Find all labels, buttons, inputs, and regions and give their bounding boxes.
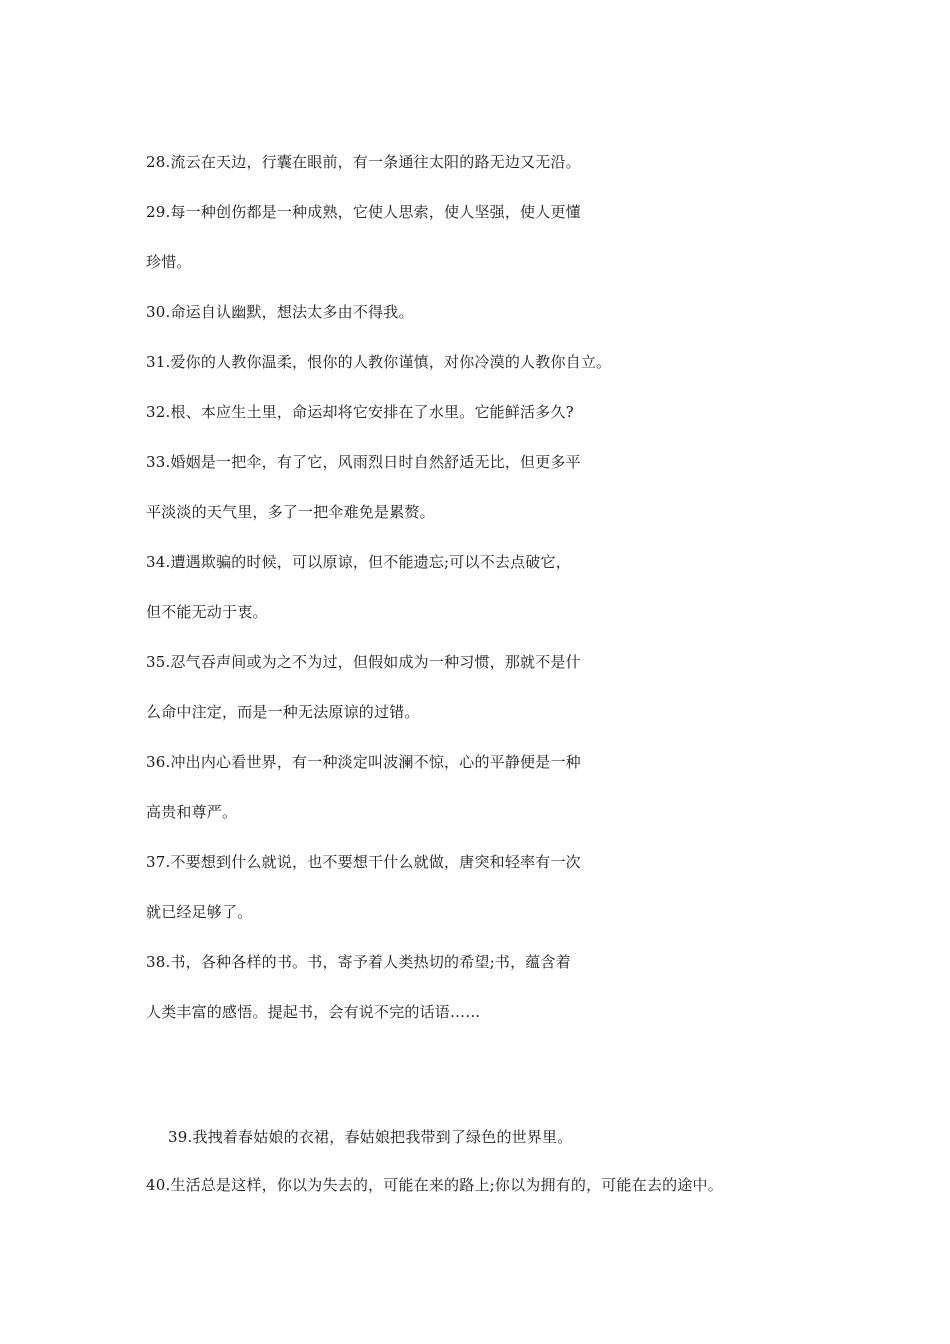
- text-line-36-cont: 高贵和尊严。: [146, 803, 238, 821]
- text-line-28: 28.流云在天边，行囊在眼前，有一条通往太阳的路无边又无沿。: [146, 153, 581, 171]
- text-line-36: 36.冲出内心看世界，有一种淡定叫波澜不惊，心的平静便是一种: [146, 753, 581, 771]
- text-line-34-cont: 但不能无动于衷。: [146, 603, 268, 621]
- text-line-37: 37.不要想到什么就说，也不要想干什么就做，唐突和轻率有一次: [146, 853, 581, 871]
- text-line-35: 35.忍气吞声间或为之不为过，但假如成为一种习惯，那就不是什: [146, 653, 581, 671]
- text-line-40: 40.生活总是这样，你以为失去的，可能在来的路上;你以为拥有的，可能在去的途中。: [146, 1176, 723, 1194]
- text-line-38: 38.书，各种各样的书。书，寄予着人类热切的希望;书，蕴含着: [146, 953, 571, 971]
- text-line-34: 34.遭遇欺骗的时候，可以原谅，但不能遗忘;可以不去点破它，: [146, 553, 571, 571]
- text-line-29: 29.每一种创伤都是一种成熟，它使人思索，使人坚强，使人更懂: [146, 203, 581, 221]
- text-line-35-cont: 么命中注定，而是一种无法原谅的过错。: [146, 703, 420, 721]
- text-line-30: 30.命运自认幽默，想法太多由不得我。: [146, 303, 414, 321]
- text-line-33: 33.婚姻是一把伞，有了它，风雨烈日时自然舒适无比，但更多平: [146, 453, 581, 471]
- text-line-39: 39.我拽着春姑娘的衣裙，春姑娘把我带到了绿色的世界里。: [168, 1128, 573, 1146]
- text-line-29-cont: 珍惜。: [146, 253, 192, 271]
- text-line-37-cont: 就已经足够了。: [146, 903, 253, 921]
- text-line-32: 32.根、本应生土里，命运却将它安排在了水里。它能鲜活多久?: [146, 403, 574, 421]
- text-line-31: 31.爱你的人教你温柔，恨你的人教你谨慎，对你冷漠的人教你自立。: [146, 353, 612, 371]
- text-line-33-cont: 平淡淡的天气里，多了一把伞难免是累赘。: [146, 503, 435, 521]
- text-line-38-cont: 人类丰富的感悟。提起书，会有说不完的话语……: [146, 1003, 481, 1021]
